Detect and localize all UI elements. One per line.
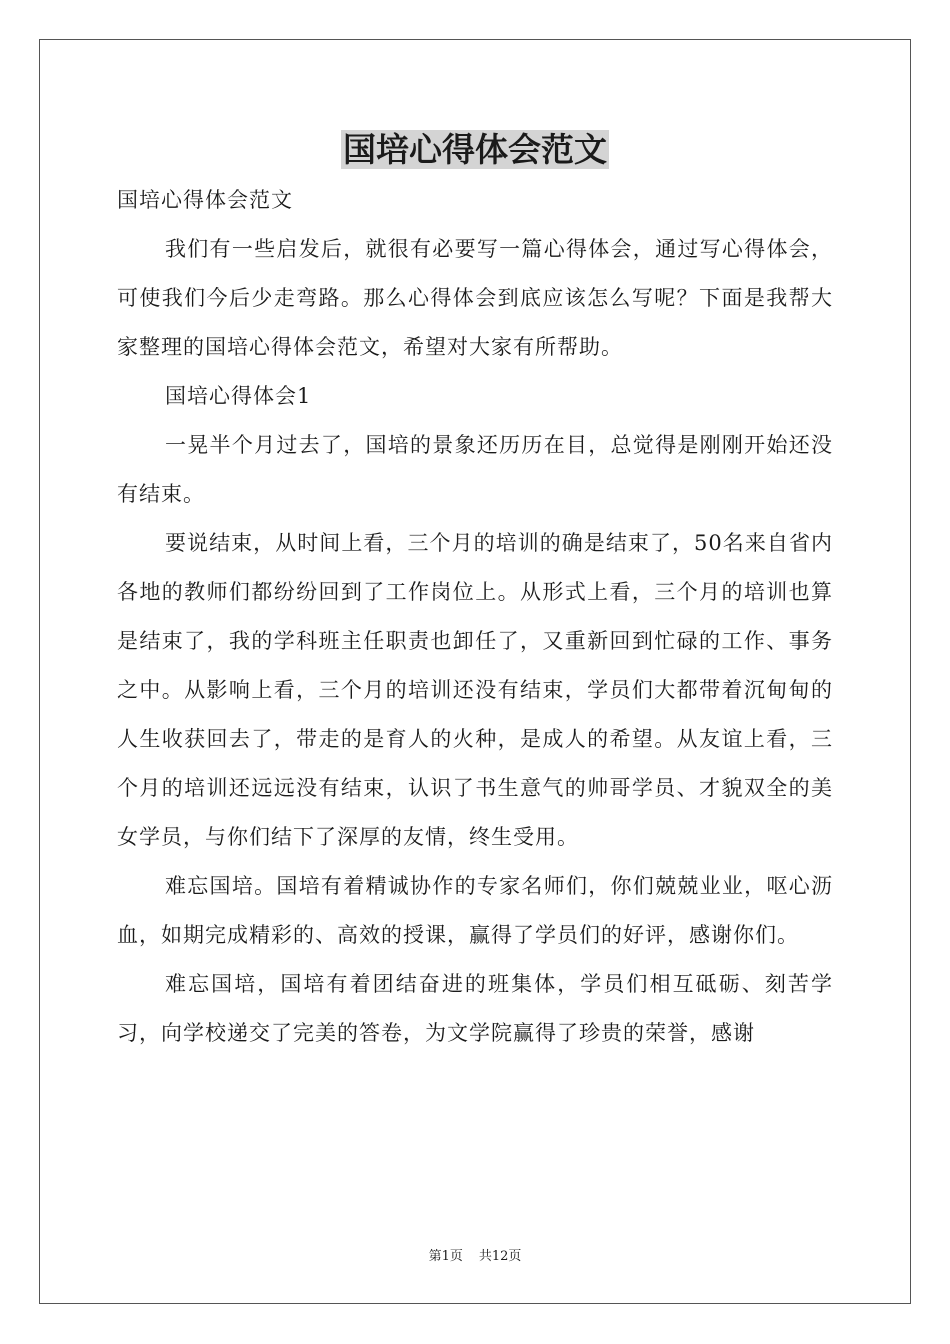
paragraph-intro: 我们有一些启发后，就很有必要写一篇心得体会，通过写心得体会，可使我们今后少走弯路。那么心得体会到底应该怎么写呢？下面是我帮大家整理的国培心得体会范文，希望对大家有所帮助。 [117,237,833,359]
paragraph: 一晃半个月过去了，国培的景象还历历在目，总觉得是刚刚开始还没有结束。 [117,433,833,506]
paragraph-subtitle: 国培心得体会范文 [117,188,293,212]
document-body [117,176,833,1058]
paragraph: 要说结束，从时间上看，三个月的培训的确是结束了，50名来自省内各地的教师们都纷纷回到了工作岗位上。从形式上看，三个月的培训也算是结束了，我的学科班主任职责也卸任了，又重新回到忙碌的工作、事务之中。从影响上看，三个月的培训还没有结束，学员们大都带着沉甸甸的人生收获回去了，带走的是育人的火种，是成人的希望。从友谊上看，三个月的培训还远远没有结束，认识了书生意气的帅哥学员、才貌双全的美女学员，与你们结下了深厚的友情，终生受用。 [117,531,833,849]
page-number: 第1页 [428,1249,463,1264]
paragraph: 难忘国培，国培有着团结奋进的班集体，学员们相互砥砺、刻苦学习，向学校递交了完美的答卷，为文学院赢得了珍贵的荣誉，感谢 [117,972,833,1045]
document-title [0,125,950,175]
paragraph: 难忘国培。国培有着精诚协作的专家名师们，你们兢兢业业，呕心沥血，如期完成精彩的、高效的授课，赢得了学员们的好评，感谢你们。 [117,874,833,947]
section-heading: 国培心得体会1 [165,384,312,408]
page-total: 共12页 [478,1249,522,1264]
page-footer [0,1247,950,1267]
document-title-text: 国培心得体会范文 [343,130,607,169]
